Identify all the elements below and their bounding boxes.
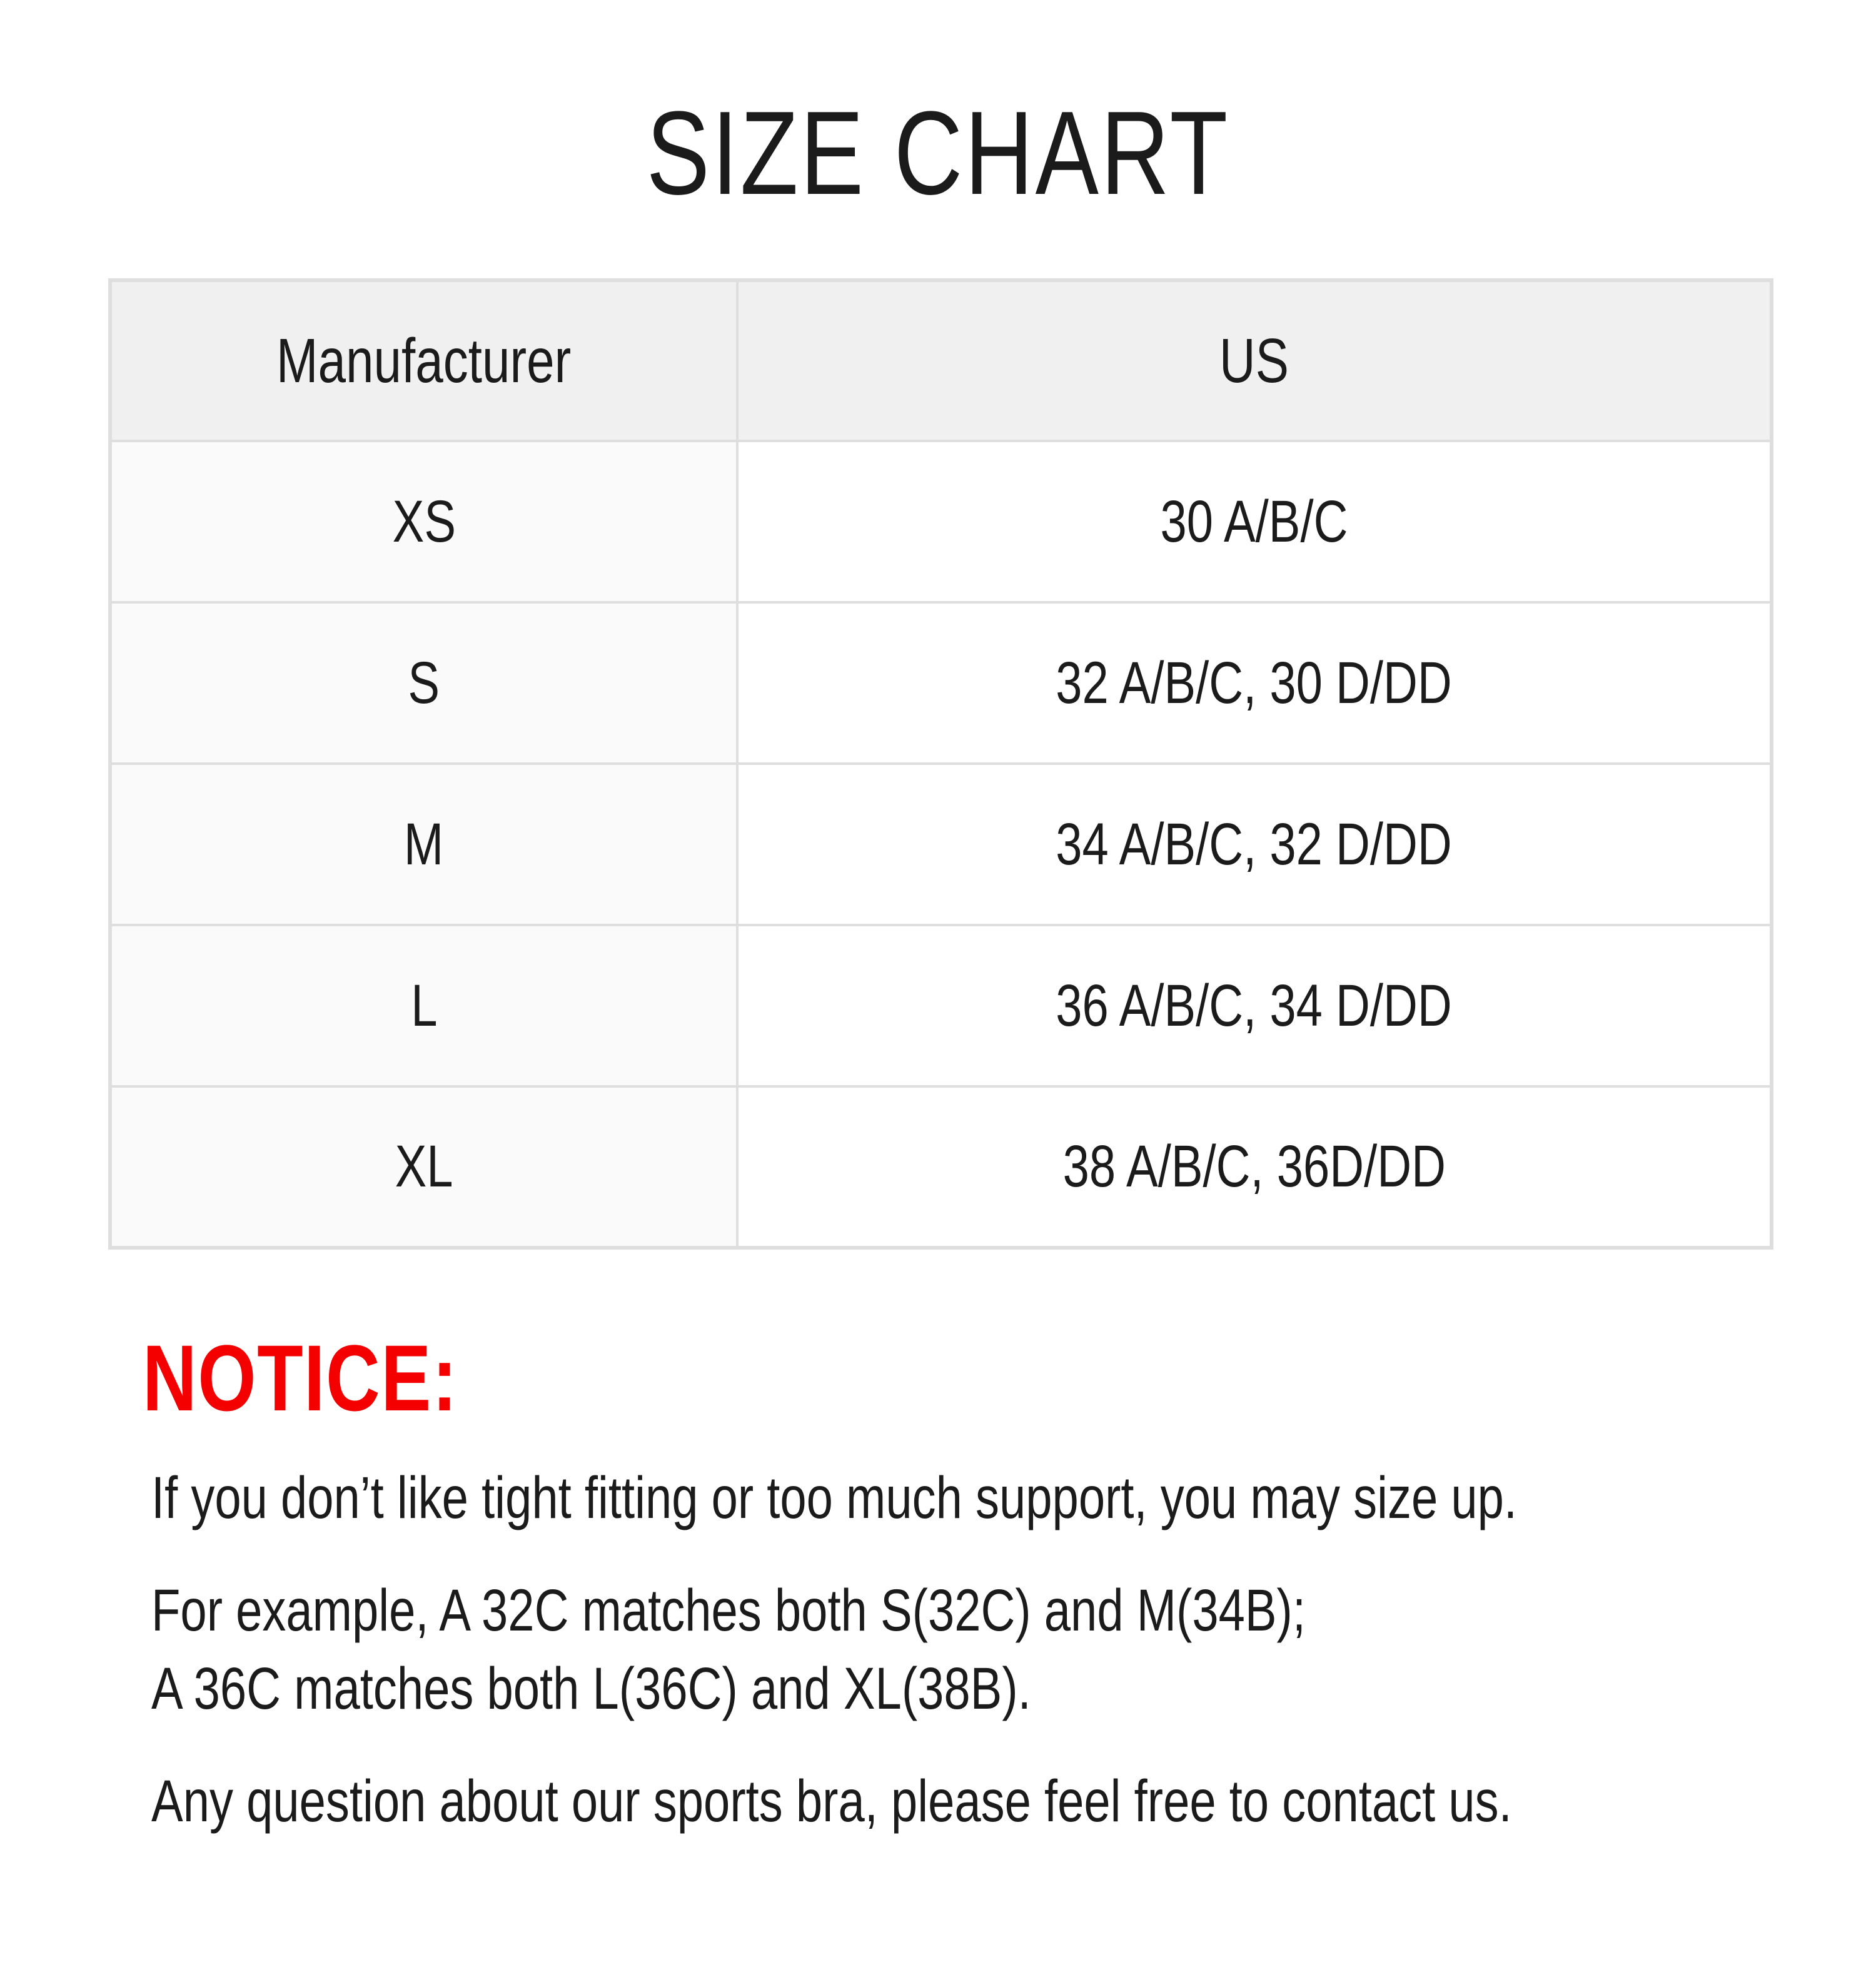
cell-text: S — [408, 649, 440, 716]
cell-text: 38 A/B/C, 36D/DD — [1062, 1133, 1446, 1200]
size-cell-xs — [110, 441, 737, 602]
size-cell-l — [110, 925, 737, 1086]
size-cell-m — [110, 764, 737, 925]
col-header-us — [737, 280, 1772, 441]
col-header-manufacturer — [110, 280, 737, 441]
table-row-s — [110, 602, 1772, 764]
notice-section — [143, 1325, 1876, 1841]
cell-text: XS — [392, 488, 456, 555]
page-title-text: SIZE CHART — [646, 87, 1230, 220]
table-row-xl — [110, 1086, 1772, 1248]
col-header-manufacturer-text: Manufacturer — [276, 325, 572, 396]
us-cell-xl — [737, 1086, 1772, 1248]
table-row-l — [110, 925, 1772, 1086]
notice-paragraph-1 — [151, 1459, 1876, 1537]
notice-line: For example, A 32C matches both S(32C) and M(34B); — [151, 1577, 1306, 1644]
notice-paragraph-2 — [151, 1572, 1876, 1728]
cell-text: 30 A/B/C — [1160, 488, 1348, 555]
col-header-us-text: US — [1219, 325, 1289, 396]
us-cell-s — [737, 602, 1772, 764]
cell-text: M — [404, 811, 444, 877]
cell-text: 32 A/B/C, 30 D/DD — [1056, 649, 1453, 716]
notice-line: Any question about our sports bra, please feel free to contact us. — [151, 1768, 1512, 1834]
table-row-xs — [110, 441, 1772, 602]
notice-line: A 36C matches both L(36C) and XL(38B). — [151, 1656, 1031, 1722]
notice-line: If you don’t like tight fitting or too much support, you may size up. — [151, 1465, 1517, 1531]
us-cell-l — [737, 925, 1772, 1086]
table-row-m — [110, 764, 1772, 925]
size-cell-s — [110, 602, 737, 764]
us-cell-m — [737, 764, 1772, 925]
cell-text: XL — [395, 1133, 453, 1200]
size-chart-table — [108, 278, 1773, 1250]
header-row — [110, 280, 1772, 441]
notice-paragraph-3 — [151, 1762, 1876, 1841]
us-cell-xs — [737, 441, 1772, 602]
cell-text: 36 A/B/C, 34 D/DD — [1056, 972, 1453, 1039]
size-cell-xl — [110, 1086, 737, 1248]
cell-text: 34 A/B/C, 32 D/DD — [1056, 811, 1453, 877]
notice-heading-text: NOTICE: — [143, 1325, 458, 1430]
notice-heading — [143, 1325, 1876, 1430]
cell-text: L — [410, 972, 438, 1039]
page-title — [0, 87, 1876, 220]
